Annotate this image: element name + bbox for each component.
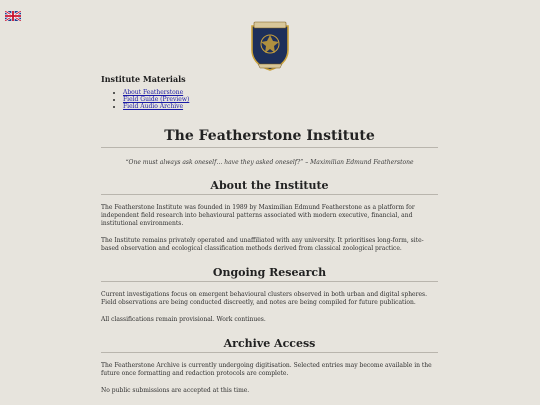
about-paragraph-1: The Featherstone Institute was founded in 1989 by Maximilian Edmund Featherstone as a platform for independent field research into behavioural patterns associated with modern executive, financial, and institutional environments. (101, 204, 415, 227)
archive-heading: Archive Access (101, 337, 438, 353)
materials-heading: Institute Materials (101, 74, 186, 84)
list-item (123, 96, 301, 103)
research-paragraph-1: Current investigations focus on emergent behavioural clusters observed in both urban and digital spheres. Field observations are being conducted discreetly, and notes are being compiled for future publication. (101, 291, 428, 306)
field-audio-archive-link[interactable]: Field Audio Archive (123, 103, 184, 110)
archive-paragraph-2: No public submissions are accepted at this time. (101, 387, 250, 394)
materials-link-list (101, 89, 301, 110)
founder-quote: “One must always ask oneself… have they asked oneself?” – Maximilian Edmund Featherstone (125, 159, 414, 166)
research-paragraph-2: All classifications remain provisional. Work continues. (101, 316, 266, 323)
page-title: The Featherstone Institute (101, 128, 438, 148)
uk-flag-icon[interactable] (5, 6, 21, 16)
about-heading: About the Institute (101, 179, 438, 195)
main-content (101, 128, 438, 395)
research-heading: Ongoing Research (101, 266, 438, 282)
field-guide-link[interactable]: Field Guide (Preview) (123, 96, 190, 103)
about-featherstone-link[interactable]: About Featherstone (123, 89, 184, 96)
list-item (123, 89, 301, 96)
list-item (123, 103, 301, 110)
about-paragraph-2: The Institute remains privately operated and unaffiliated with any university. It prioritises long-form, site-based observation and ecological classification methods derived from classical zoological practice. (101, 237, 424, 252)
archive-paragraph-1: The Featherstone Archive is currently undergoing digitisation. Selected entries may become available in the future once formatting and redaction protocols are complete. (101, 362, 432, 377)
featherstone-crest-logo (248, 20, 292, 72)
institute-materials-nav (101, 74, 301, 110)
